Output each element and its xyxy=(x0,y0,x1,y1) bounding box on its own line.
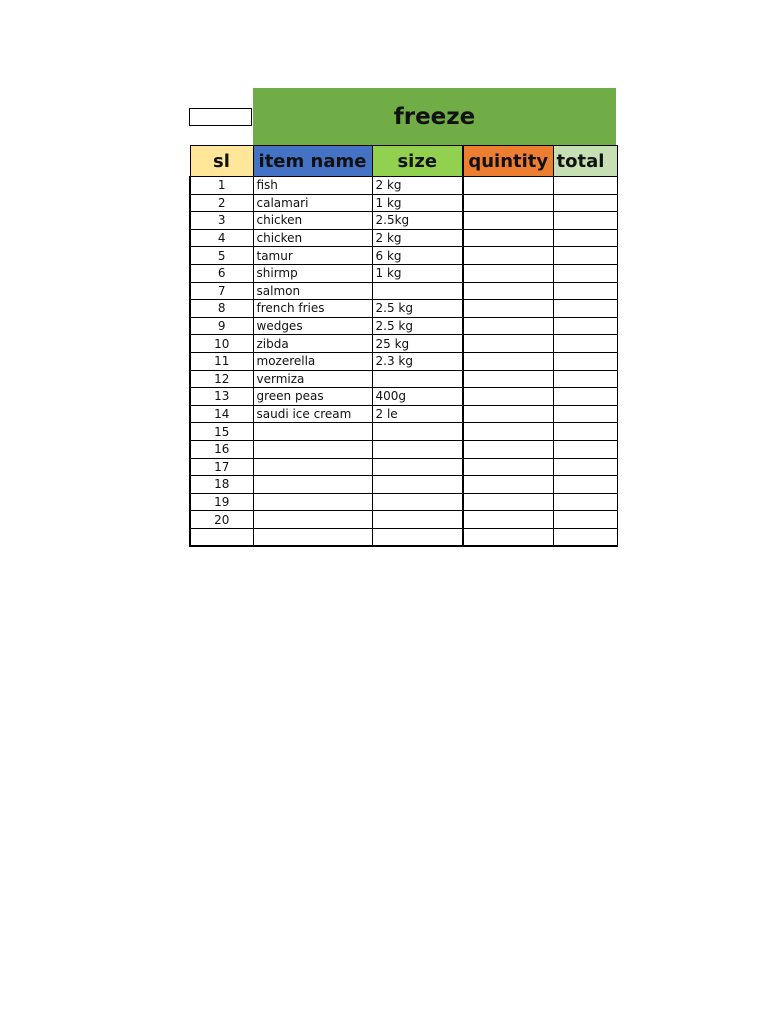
cell-item-name[interactable] xyxy=(253,440,372,458)
cell-quantity[interactable] xyxy=(463,370,553,388)
table-row xyxy=(190,528,617,546)
sheet-title: freeze xyxy=(253,88,616,145)
cell-sl[interactable]: 11 xyxy=(190,352,253,370)
cell-item-name[interactable]: green peas xyxy=(253,388,372,406)
cell-size[interactable] xyxy=(372,493,463,511)
cell-total[interactable] xyxy=(553,300,617,318)
inventory-table xyxy=(189,145,618,547)
cell-item-name[interactable]: wedges xyxy=(253,317,372,335)
cell-sl[interactable]: 3 xyxy=(190,212,253,230)
cell-size[interactable]: 2 le xyxy=(372,405,463,423)
cell-item-name[interactable] xyxy=(253,528,372,546)
cell-total[interactable] xyxy=(553,528,617,546)
cell-total[interactable] xyxy=(553,493,617,511)
cell-sl[interactable]: 5 xyxy=(190,247,253,265)
cell-total[interactable] xyxy=(553,317,617,335)
cell-sl[interactable]: 15 xyxy=(190,423,253,441)
cell-item-name[interactable] xyxy=(253,458,372,476)
table-row xyxy=(190,335,617,353)
cell-quantity[interactable] xyxy=(463,423,553,441)
cell-total[interactable] xyxy=(553,440,617,458)
cell-sl[interactable]: 2 xyxy=(190,194,253,212)
header-quantity: quintity xyxy=(463,146,553,177)
header-row xyxy=(190,146,617,177)
cell-total[interactable] xyxy=(553,264,617,282)
cell-item-name[interactable]: tamur xyxy=(253,247,372,265)
cell-size[interactable]: 2.5 kg xyxy=(372,300,463,318)
cell-quantity[interactable] xyxy=(463,212,553,230)
cell-sl[interactable]: 17 xyxy=(190,458,253,476)
cell-quantity[interactable] xyxy=(463,511,553,529)
cell-item-name[interactable]: chicken xyxy=(253,212,372,230)
cell-size[interactable]: 1 kg xyxy=(372,264,463,282)
cell-total[interactable] xyxy=(553,476,617,494)
cell-item-name[interactable]: vermiza xyxy=(253,370,372,388)
cell-item-name[interactable]: salmon xyxy=(253,282,372,300)
table-body xyxy=(190,177,617,546)
table-row xyxy=(190,212,617,230)
cell-size[interactable] xyxy=(372,370,463,388)
cell-item-name[interactable]: calamari xyxy=(253,194,372,212)
header-total: total xyxy=(553,146,617,177)
cell-quantity[interactable] xyxy=(463,247,553,265)
cell-item-name[interactable]: fish xyxy=(253,177,372,195)
cell-total[interactable] xyxy=(553,405,617,423)
cell-size[interactable]: 2 kg xyxy=(372,229,463,247)
cell-quantity[interactable] xyxy=(463,388,553,406)
cell-quantity[interactable] xyxy=(463,264,553,282)
cell-size[interactable]: 2 kg xyxy=(372,177,463,195)
cell-size[interactable] xyxy=(372,458,463,476)
table-row xyxy=(190,440,617,458)
cell-quantity[interactable] xyxy=(463,317,553,335)
cell-total[interactable] xyxy=(553,458,617,476)
cell-sl[interactable]: 6 xyxy=(190,264,253,282)
cell-quantity[interactable] xyxy=(463,440,553,458)
cell-quantity[interactable] xyxy=(463,194,553,212)
cell-size[interactable] xyxy=(372,476,463,494)
title-row xyxy=(189,88,616,145)
cell-sl[interactable] xyxy=(190,528,253,546)
cell-sl[interactable]: 1 xyxy=(190,177,253,195)
header-sl: sl xyxy=(190,146,253,177)
cell-item-name[interactable] xyxy=(253,476,372,494)
cell-quantity[interactable] xyxy=(463,300,553,318)
cell-total[interactable] xyxy=(553,229,617,247)
cell-sl[interactable]: 16 xyxy=(190,440,253,458)
cell-size[interactable]: 1 kg xyxy=(372,194,463,212)
cell-sl[interactable]: 7 xyxy=(190,282,253,300)
cell-quantity[interactable] xyxy=(463,282,553,300)
cell-item-name[interactable]: chicken xyxy=(253,229,372,247)
table-row xyxy=(190,282,617,300)
cell-total[interactable] xyxy=(553,370,617,388)
cell-quantity[interactable] xyxy=(463,229,553,247)
cell-sl[interactable]: 9 xyxy=(190,317,253,335)
table-row xyxy=(190,458,617,476)
table-row xyxy=(190,493,617,511)
cell-total[interactable] xyxy=(553,282,617,300)
cell-quantity[interactable] xyxy=(463,335,553,353)
cell-quantity[interactable] xyxy=(463,405,553,423)
header-item-name: item name xyxy=(253,146,372,177)
table-row xyxy=(190,511,617,529)
table-row xyxy=(190,194,617,212)
cell-item-name[interactable]: saudi ice cream xyxy=(253,405,372,423)
cell-sl[interactable]: 19 xyxy=(190,493,253,511)
header-size: size xyxy=(372,146,463,177)
cell-sl[interactable]: 14 xyxy=(190,405,253,423)
cell-total[interactable] xyxy=(553,423,617,441)
cell-sl[interactable]: 12 xyxy=(190,370,253,388)
cell-size[interactable]: 25 kg xyxy=(372,335,463,353)
table-row xyxy=(190,405,617,423)
table-row xyxy=(190,352,617,370)
cell-item-name[interactable]: french fries xyxy=(253,300,372,318)
cell-quantity[interactable] xyxy=(463,177,553,195)
table-row xyxy=(190,423,617,441)
inventory-sheet xyxy=(189,88,616,547)
cell-size[interactable]: 400g xyxy=(372,388,463,406)
table-row xyxy=(190,317,617,335)
cell-sl[interactable]: 4 xyxy=(190,229,253,247)
cell-size[interactable] xyxy=(372,440,463,458)
cell-total[interactable] xyxy=(553,212,617,230)
cell-size[interactable] xyxy=(372,511,463,529)
cell-total[interactable] xyxy=(553,247,617,265)
empty-corner-cell[interactable] xyxy=(189,108,252,126)
cell-size[interactable] xyxy=(372,423,463,441)
cell-sl[interactable]: 18 xyxy=(190,476,253,494)
cell-total[interactable] xyxy=(553,511,617,529)
cell-sl[interactable]: 13 xyxy=(190,388,253,406)
table-row xyxy=(190,177,617,195)
cell-size[interactable] xyxy=(372,282,463,300)
cell-size[interactable]: 2.5 kg xyxy=(372,317,463,335)
table-row xyxy=(190,476,617,494)
cell-size[interactable] xyxy=(372,528,463,546)
cell-size[interactable]: 2.5kg xyxy=(372,212,463,230)
table-row xyxy=(190,247,617,265)
cell-quantity[interactable] xyxy=(463,476,553,494)
table-row xyxy=(190,300,617,318)
cell-total[interactable] xyxy=(553,177,617,195)
table-row xyxy=(190,370,617,388)
cell-total[interactable] xyxy=(553,194,617,212)
table-row xyxy=(190,264,617,282)
cell-item-name[interactable] xyxy=(253,423,372,441)
cell-quantity[interactable] xyxy=(463,352,553,370)
cell-item-name[interactable] xyxy=(253,493,372,511)
cell-sl[interactable]: 20 xyxy=(190,511,253,529)
cell-sl[interactable]: 10 xyxy=(190,335,253,353)
cell-quantity[interactable] xyxy=(463,493,553,511)
cell-item-name[interactable]: mozerella xyxy=(253,352,372,370)
cell-size[interactable]: 2.3 kg xyxy=(372,352,463,370)
cell-size[interactable]: 6 kg xyxy=(372,247,463,265)
cell-total[interactable] xyxy=(553,352,617,370)
cell-total[interactable] xyxy=(553,335,617,353)
table-row xyxy=(190,388,617,406)
cell-sl[interactable]: 8 xyxy=(190,300,253,318)
cell-quantity[interactable] xyxy=(463,458,553,476)
cell-item-name[interactable] xyxy=(253,511,372,529)
cell-item-name[interactable]: zibda xyxy=(253,335,372,353)
cell-item-name[interactable]: shirmp xyxy=(253,264,372,282)
cell-quantity[interactable] xyxy=(463,528,553,546)
table-row xyxy=(190,229,617,247)
cell-total[interactable] xyxy=(553,388,617,406)
